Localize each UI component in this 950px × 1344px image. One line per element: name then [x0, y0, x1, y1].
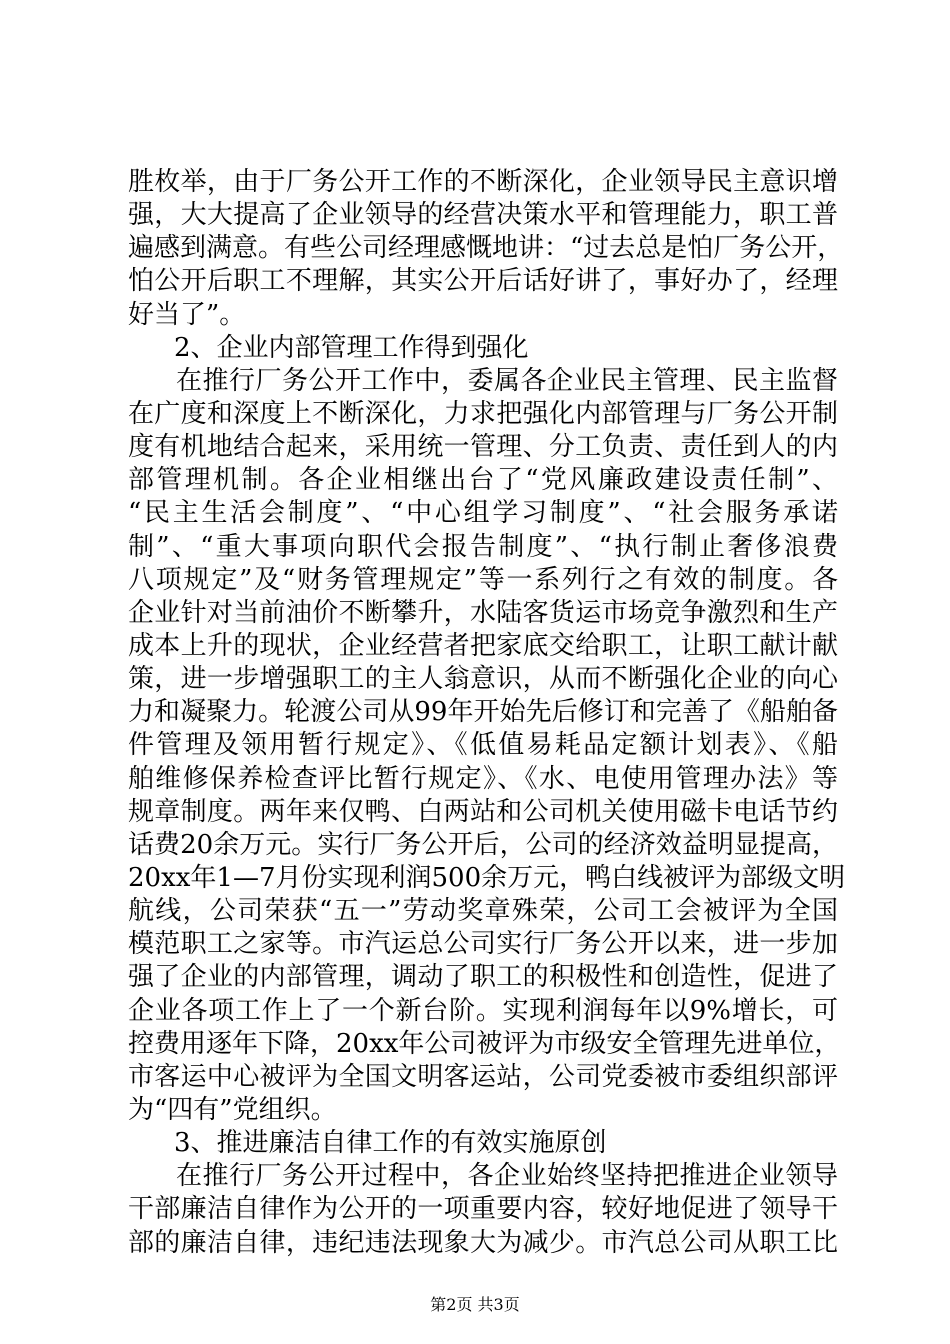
- text-line: 在推行厂务公开工作中，委属各企业民主管理、民主监督: [176, 365, 838, 396]
- text-line: 度有机地结合起来，采用统一管理、分工负责、责任到人的内: [128, 432, 838, 463]
- page-number-label: 第2页 共3页: [430, 1295, 520, 1314]
- text-line: 策，进一步增强职工的主人翁意识，从而不断强化企业的向心: [128, 664, 838, 695]
- text-line: 强了企业的内部管理，调动了职工的积极性和创造性，促进了: [128, 962, 838, 993]
- text-line: 怕公开后职工不理解，其实公开后话好讲了，事好办了，经理: [128, 266, 838, 297]
- text-line: 企业各项工作上了一个新台阶。实现利润每年以9%增长，可: [128, 995, 838, 1026]
- text-line: 胜枚举，由于厂务公开工作的不断深化，企业领导民主意识增: [128, 167, 838, 197]
- text-line: 市客运中心被评为全国文明客运站，公司党委被市委组织部评: [128, 1061, 838, 1092]
- text-line: 部管理机制。各企业相继出台了“党风廉政建设责任制”、: [128, 465, 838, 496]
- text-line: 制”、“重大事项向职代会报告制度”、“执行制止奢侈浪费: [128, 531, 838, 562]
- text-line: 为“四有”党组织。: [128, 1094, 337, 1125]
- text-line: 力和凝聚力。轮渡公司从99年开始先后修订和完善了《船舶备: [128, 697, 838, 728]
- text-line: 航线，公司荣获“五一”劳动奖章殊荣，公司工会被评为全国: [128, 896, 838, 927]
- page-footer: [0, 1295, 950, 1315]
- text-line: “民主生活会制度”、“中心组学习制度”、“社会服务承诺: [128, 498, 838, 529]
- text-line: 在推行厂务公开过程中，各企业始终坚持把推进企业领导: [176, 1161, 838, 1192]
- text-line: 成本上升的现状，企业经营者把家底交给职工，让职工献计献: [128, 630, 838, 661]
- text-line: 遍感到满意。有些公司经理感慨地讲：“过去总是怕厂务公开，: [128, 233, 844, 264]
- section-heading: 3、推进廉洁自律工作的有效实施原创: [174, 1128, 607, 1159]
- text-line: 控费用逐年下降，20xx年公司被评为市级安全管理先进单位，: [128, 1028, 841, 1059]
- text-line: 规章制度。两年来仅鸭、白两站和公司机关使用磁卡电话节约: [128, 796, 838, 827]
- text-line: 件管理及领用暂行规定》、《低值易耗品定额计划表》、《船: [128, 730, 838, 761]
- text-line: 模范职工之家等。市汽运总公司实行厂务公开以来，进一步加: [128, 929, 838, 960]
- text-line: 八项规定”及“财务管理规定”等一系列行之有效的制度。各: [128, 564, 838, 595]
- text-line: 话费20余万元。实行厂务公开后，公司的经济效益明显提高，: [128, 829, 838, 860]
- text-line: 企业针对当前油价不断攀升，水陆客货运市场竞争激烈和生产: [128, 597, 838, 628]
- text-line: 好当了”。: [128, 299, 246, 330]
- text-line: 干部廉洁自律作为公开的一项重要内容，较好地促进了领导干: [128, 1194, 838, 1225]
- text-line: 舶维修保养检查评比暂行规定》、《水、电使用管理办法》等: [128, 763, 838, 794]
- section-heading: 2、企业内部管理工作得到强化: [174, 332, 529, 363]
- text-line: 在广度和深度上不断深化，力求把强化内部管理与厂务公开制: [128, 398, 838, 429]
- text-line: 20xx年1—7月份实现利润500余万元，鸭白线被评为部级文明: [128, 862, 846, 893]
- document-body: [128, 166, 846, 1260]
- text-line: 部的廉洁自律，违纪违法现象大为减少。市汽总公司从职工比: [128, 1227, 838, 1258]
- text-line: 强，大大提高了企业领导的经营决策水平和管理能力，职工普: [128, 200, 838, 231]
